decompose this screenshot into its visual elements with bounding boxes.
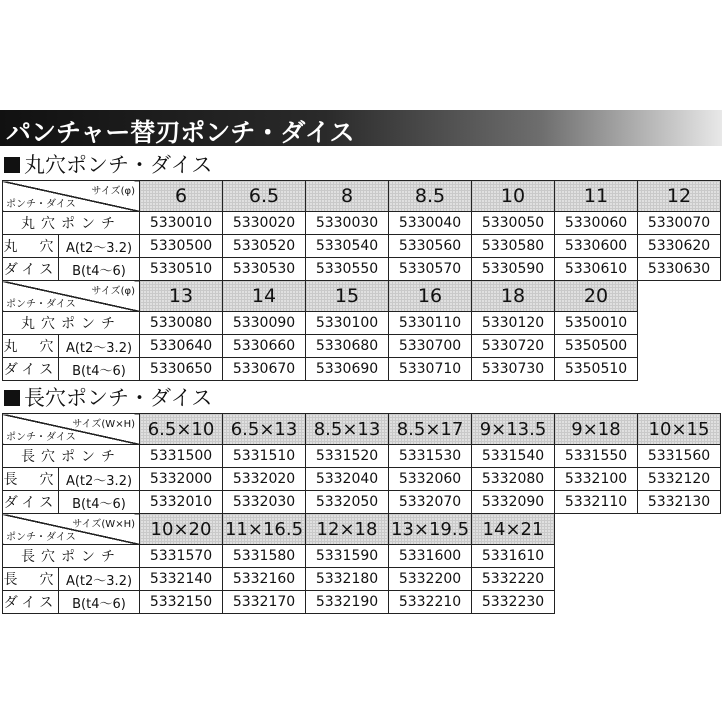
empty-cell (555, 514, 638, 545)
long-size-table (2, 413, 721, 614)
part-number-cell: 5332000 (140, 468, 223, 491)
part-number-cell: 5332140 (140, 568, 223, 591)
die-row-label: ダイス (3, 358, 59, 381)
part-number-cell: 5332030 (223, 491, 306, 514)
part-number-cell: 5330560 (389, 235, 472, 258)
part-number-cell: 5330070 (638, 212, 721, 235)
part-number-cell: 5330080 (140, 312, 223, 335)
size-header-cell: 10×15 (638, 414, 721, 445)
part-number-cell: 5331570 (140, 545, 223, 568)
empty-cell (555, 591, 638, 614)
size-header-cell: 8 (306, 181, 389, 212)
size-header-cell: 6.5 (223, 181, 306, 212)
size-header-cell: 10×20 (140, 514, 223, 545)
die-a-label: A(t2～3.2) (59, 568, 140, 591)
part-number-cell: 5330020 (223, 212, 306, 235)
part-number-cell: 5330510 (140, 258, 223, 281)
part-number-cell: 5332210 (389, 591, 472, 614)
part-number-cell: 5331590 (306, 545, 389, 568)
part-number-cell: 5330650 (140, 358, 223, 381)
part-number-cell: 5330690 (306, 358, 389, 381)
size-header-cell: 18 (472, 281, 555, 312)
part-number-cell: 5330610 (555, 258, 638, 281)
part-number-cell: 5330090 (223, 312, 306, 335)
part-number-cell: 5330620 (638, 235, 721, 258)
size-header-cell: 6.5×13 (223, 414, 306, 445)
corner-type-label: ポンチ・ダイス (6, 199, 76, 210)
corner-size-label: サイズ(φ) (91, 186, 135, 197)
size-header-cell: 6 (140, 181, 223, 212)
part-number-cell: 5332050 (306, 491, 389, 514)
size-header-cell: 13 (140, 281, 223, 312)
part-number-cell: 5332070 (389, 491, 472, 514)
part-number-cell: 5331520 (306, 445, 389, 468)
hole-row-label: 長 穴 (3, 468, 59, 491)
size-header-cell: 15 (306, 281, 389, 312)
round-heading-text: 丸穴ポンチ・ダイス (24, 153, 213, 177)
part-number-cell: 5330060 (555, 212, 638, 235)
size-header-cell: 20 (555, 281, 638, 312)
part-number-cell: 5330630 (638, 258, 721, 281)
part-number-cell: 5330100 (306, 312, 389, 335)
corner-header (3, 181, 140, 212)
corner-type-label: ポンチ・ダイス (6, 432, 76, 443)
part-number-cell: 5330050 (472, 212, 555, 235)
hole-row-label: 丸 穴 (3, 335, 59, 358)
part-number-cell: 5332160 (223, 568, 306, 591)
part-number-cell: 5331510 (223, 445, 306, 468)
size-header-cell: 14×21 (472, 514, 555, 545)
die-b-label: B(t4～6) (59, 491, 140, 514)
part-number-cell: 5332080 (472, 468, 555, 491)
empty-cell (555, 568, 638, 591)
part-number-cell: 5331580 (223, 545, 306, 568)
part-number-cell: 5332220 (472, 568, 555, 591)
part-number-cell: 5330710 (389, 358, 472, 381)
part-number-cell: 5330730 (472, 358, 555, 381)
die-row-label: ダイス (3, 491, 59, 514)
size-header-cell: 10 (472, 181, 555, 212)
part-number-cell: 5330580 (472, 235, 555, 258)
part-number-cell: 5330540 (306, 235, 389, 258)
empty-cell (638, 545, 721, 568)
hole-row-label: 丸 穴 (3, 235, 59, 258)
part-number-cell: 5330670 (223, 358, 306, 381)
part-number-cell: 5332100 (555, 468, 638, 491)
part-number-cell: 5332020 (223, 468, 306, 491)
part-number-cell: 5330680 (306, 335, 389, 358)
die-a-label: A(t2～3.2) (59, 235, 140, 258)
size-header-cell: 8.5×17 (389, 414, 472, 445)
empty-cell (638, 281, 721, 312)
size-header-cell: 12 (638, 181, 721, 212)
square-bullet-icon (4, 390, 20, 406)
die-b-label: B(t4～6) (59, 258, 140, 281)
punch-row-label: 丸穴ポンチ (3, 212, 140, 235)
part-number-cell: 5332040 (306, 468, 389, 491)
size-header-cell: 16 (389, 281, 472, 312)
corner-type-label: ポンチ・ダイス (6, 532, 76, 543)
size-header-cell: 8.5×13 (306, 414, 389, 445)
part-number-cell: 5332090 (472, 491, 555, 514)
empty-cell (638, 514, 721, 545)
punch-row-label: 丸穴ポンチ (3, 312, 140, 335)
part-number-cell: 5330040 (389, 212, 472, 235)
empty-cell (638, 335, 721, 358)
round-section-heading (4, 149, 212, 179)
part-number-cell: 5330590 (472, 258, 555, 281)
size-header-cell: 9×18 (555, 414, 638, 445)
part-number-cell: 5332230 (472, 591, 555, 614)
title-bar (0, 110, 722, 146)
part-number-cell: 5331560 (638, 445, 721, 468)
size-header-cell: 11 (555, 181, 638, 212)
part-number-cell: 5330530 (223, 258, 306, 281)
long-section-heading (4, 382, 212, 412)
die-a-label: A(t2～3.2) (59, 335, 140, 358)
part-number-cell: 5330600 (555, 235, 638, 258)
size-header-cell: 8.5 (389, 181, 472, 212)
part-number-cell: 5332120 (638, 468, 721, 491)
part-number-cell: 5330010 (140, 212, 223, 235)
part-number-cell: 5350500 (555, 335, 638, 358)
part-number-cell: 5350510 (555, 358, 638, 381)
part-number-cell: 5331610 (472, 545, 555, 568)
empty-cell (638, 568, 721, 591)
part-number-cell: 5332150 (140, 591, 223, 614)
corner-type-label: ポンチ・ダイス (6, 299, 76, 310)
part-number-cell: 5330520 (223, 235, 306, 258)
round-size-table (2, 180, 721, 381)
size-header-cell: 9×13.5 (472, 414, 555, 445)
part-number-cell: 5332130 (638, 491, 721, 514)
part-number-cell: 5332200 (389, 568, 472, 591)
corner-header (3, 514, 140, 545)
part-number-cell: 5332180 (306, 568, 389, 591)
part-number-cell: 5331550 (555, 445, 638, 468)
hole-row-label: 長 穴 (3, 568, 59, 591)
die-b-label: B(t4～6) (59, 591, 140, 614)
part-number-cell: 5330550 (306, 258, 389, 281)
die-b-label: B(t4～6) (59, 358, 140, 381)
size-header-cell: 11×16.5 (223, 514, 306, 545)
size-header-cell: 14 (223, 281, 306, 312)
die-a-label: A(t2～3.2) (59, 468, 140, 491)
corner-size-label: サイズ(W×H) (72, 419, 135, 430)
part-number-cell: 5330660 (223, 335, 306, 358)
long-heading-text: 長穴ポンチ・ダイス (24, 386, 213, 410)
empty-cell (638, 312, 721, 335)
punch-row-label: 長穴ポンチ (3, 445, 140, 468)
corner-header (3, 281, 140, 312)
part-number-cell: 5331540 (472, 445, 555, 468)
empty-cell (555, 545, 638, 568)
die-row-label: ダイス (3, 591, 59, 614)
size-header-cell: 6.5×10 (140, 414, 223, 445)
part-number-cell: 5330030 (306, 212, 389, 235)
page-title: パンチャー替刃ポンチ・ダイス (6, 118, 355, 147)
square-bullet-icon (4, 157, 20, 173)
part-number-cell: 5332190 (306, 591, 389, 614)
part-number-cell: 5330570 (389, 258, 472, 281)
die-row-label: ダイス (3, 258, 59, 281)
part-number-cell: 5330120 (472, 312, 555, 335)
part-number-cell: 5331500 (140, 445, 223, 468)
size-header-cell: 13×19.5 (389, 514, 472, 545)
corner-header (3, 414, 140, 445)
part-number-cell: 5332110 (555, 491, 638, 514)
part-number-cell: 5330640 (140, 335, 223, 358)
punch-row-label: 長穴ポンチ (3, 545, 140, 568)
empty-cell (638, 358, 721, 381)
empty-cell (638, 591, 721, 614)
size-header-cell: 12×18 (306, 514, 389, 545)
corner-size-label: サイズ(W×H) (72, 519, 135, 530)
part-number-cell: 5330110 (389, 312, 472, 335)
part-number-cell: 5331530 (389, 445, 472, 468)
part-number-cell: 5330720 (472, 335, 555, 358)
part-number-cell: 5330700 (389, 335, 472, 358)
part-number-cell: 5331600 (389, 545, 472, 568)
corner-size-label: サイズ(φ) (91, 286, 135, 297)
part-number-cell: 5332010 (140, 491, 223, 514)
part-number-cell: 5350010 (555, 312, 638, 335)
part-number-cell: 5332060 (389, 468, 472, 491)
part-number-cell: 5332170 (223, 591, 306, 614)
part-number-cell: 5330500 (140, 235, 223, 258)
